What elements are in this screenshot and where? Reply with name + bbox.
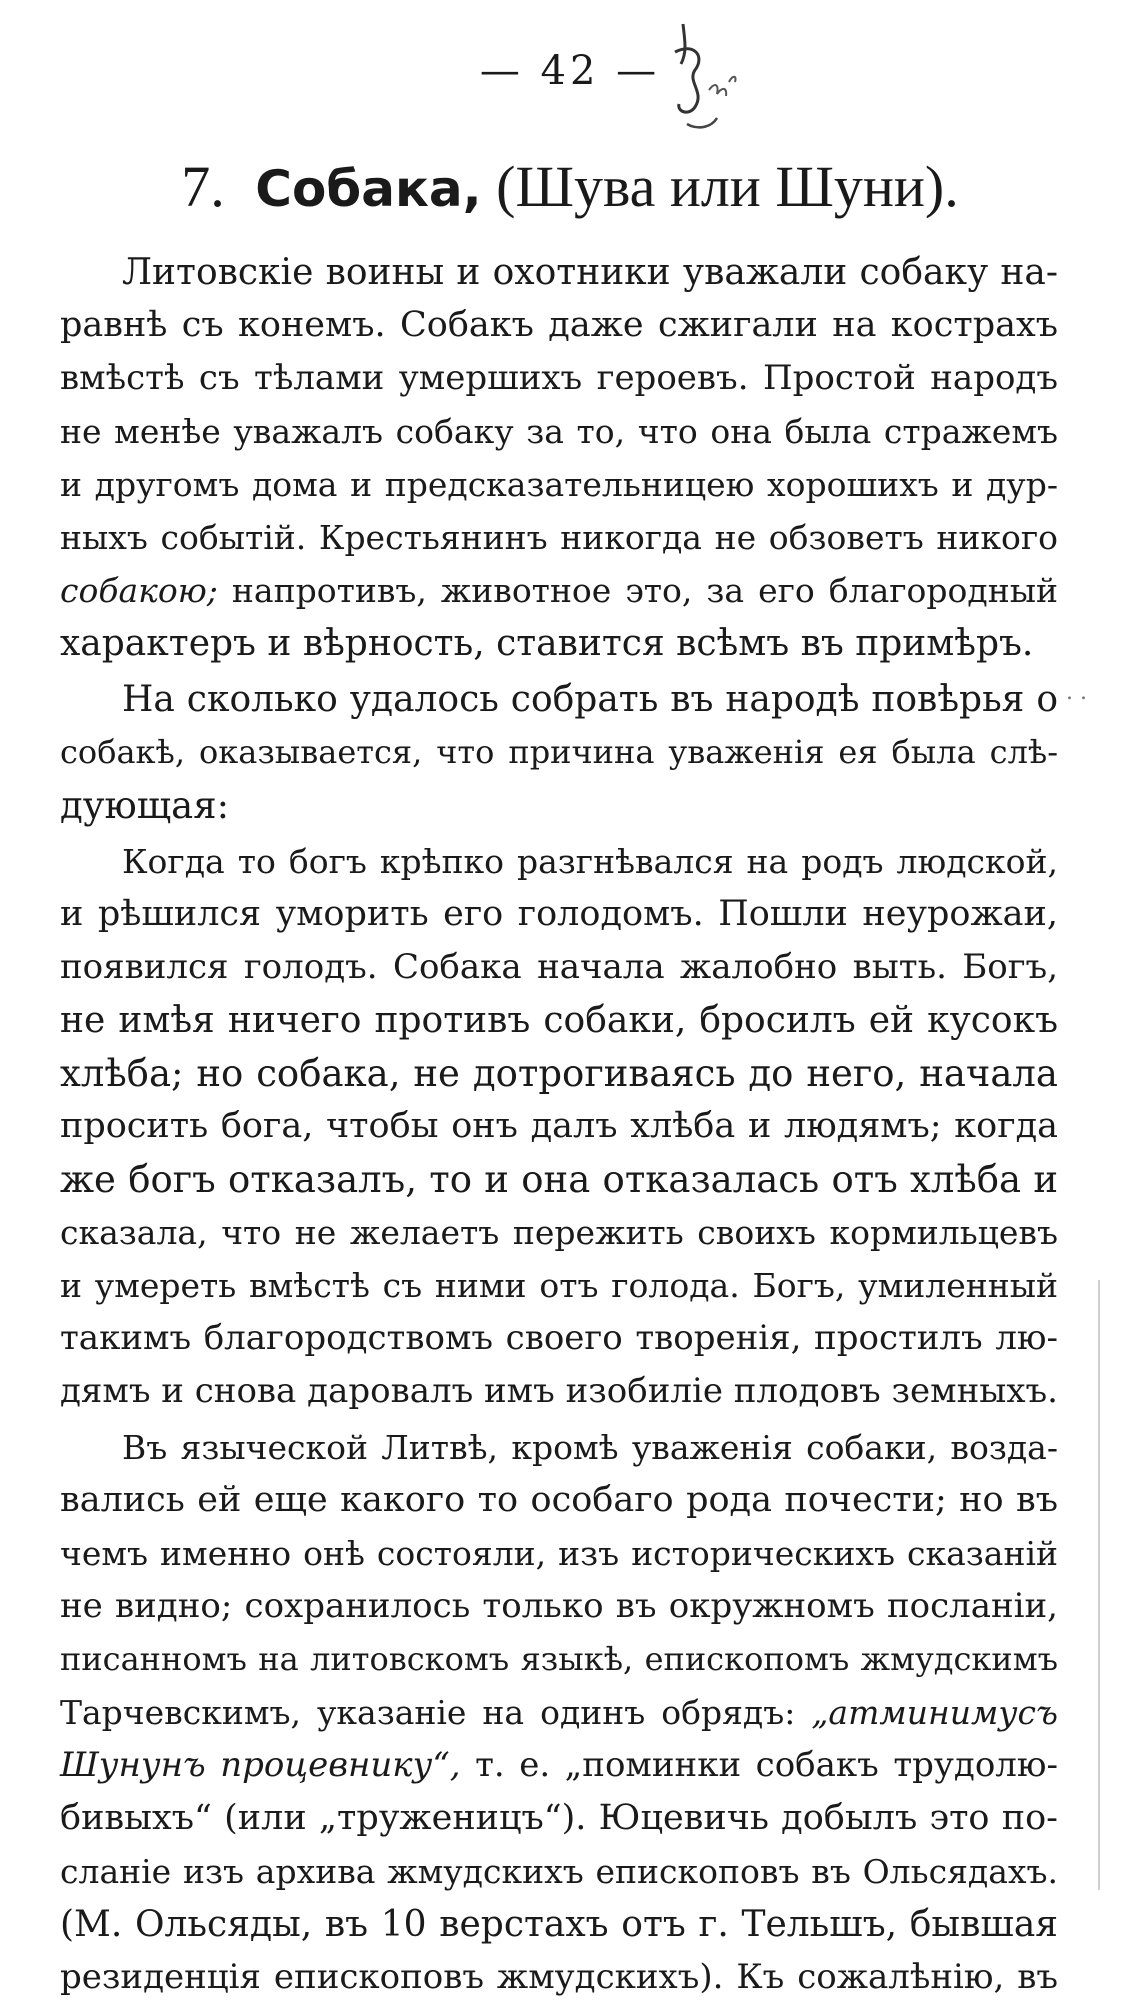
text-line-mixed [60,564,1058,617]
text-line: просить бога, чтобы онъ далъ хлѣба и людямъ; когда [60,1106,1058,1146]
heading-subtitle: (Шува или Шуни). [496,154,959,219]
paragraph-4 [60,1421,1058,2004]
text-line: вмѣстѣ съ тѣлами умершихъ героевъ. Простой народъ [60,358,1058,398]
text-line-rest: т. е. „поминки собакъ трудолю- [475,1745,1058,1785]
page-number: — 42 — [479,48,661,94]
text-line-rest: напротивъ, животное это, за его благородный [231,571,1058,610]
italic-word: собакою; [60,571,218,610]
text-line: дямъ и снова даровалъ имъ изобиліе плодовъ земныхъ. [60,1371,1058,1411]
text-line: хлѣба; но собака, не дотрогиваясь до него, начала [60,1052,1058,1095]
text-line: сказала, что не желаетъ пережить своихъ кормильцевъ [60,1213,1058,1252]
text-line: сланіе изъ архива жмудскихъ епископовъ въ Ольсядахъ. [60,1852,1058,1891]
text-line: чемъ именно онѣ состояли, изъ историческихъ сказаній [60,1534,1058,1573]
text-line: такимъ благородствомъ своего творенія, простилъ лю- [60,1318,1058,1358]
text-line-mixed [60,1686,1058,1739]
page-edge-line [1098,1280,1100,1890]
text-line: и рѣшился уморить его голодомъ. Пошли неурожаи, [60,894,1058,934]
text-line: ныхъ событій. Крестьянинъ никогда не обзоветъ никого [60,518,1058,557]
margin-dots: . . [1066,680,1087,705]
text-line: равнѣ съ конемъ. Собакъ даже сжигали на кострахъ [60,305,1058,345]
handwritten-mark [665,12,775,142]
text-line: На сколько удалось собрать въ народѣ повѣрья о [122,679,1058,720]
section-heading [0,152,1140,224]
text-line: не менѣе уважалъ собаку за то, что она была стражемъ [60,412,1058,451]
text-line: Въ языческой Литвѣ, кромѣ уваженія собаки, возда- [122,1428,1058,1467]
text-line: появился голодъ. Собака начала жалобно выть. Богъ, [60,947,1058,987]
text-line: вались ей еще какого то особаго рода почести; но въ [60,1480,1058,1520]
text-line: и другомъ дома и предсказательницею хорошихъ и дур- [60,465,1058,504]
text-line: же богъ отказалъ, то и она отказалась отъ хлѣба и [60,1158,1058,1201]
text-line-start: Тарчевскимъ, указаніе на одинъ обрядъ: [60,1693,796,1732]
text-line: резиденція епископовъ жмудскихъ). Къ сожалѣнію, въ [60,1957,1058,1997]
text-line: не имѣя ничего противъ собаки, бросилъ ей кусокъ [60,1000,1058,1041]
heading-number: 7. [181,154,225,219]
italic-quote: „атминимусъ [811,1693,1058,1732]
text-line: (М. Ольсяды, въ 10 верстахъ отъ г. Тельшъ, бывшая [60,1904,1058,1945]
text-line: собакѣ, оказывается, что причина уваженія ея была слѣ- [60,733,1058,771]
paragraph-2 [60,673,1058,832]
text-line: Когда то богъ крѣпко разгнѣвался на родъ людской, [122,842,1058,881]
text-line: писанномъ на литовскомъ языкѣ, епископомъ жмудскимъ [60,1640,1058,1678]
paragraph-1 [60,246,1058,670]
heading-title: Собака, [255,160,482,218]
paragraph-3 [60,835,1058,1418]
text-line: не видно; сохранилось только въ окружномъ посланіи, [60,1586,1058,1626]
italic-quote: Шунунъ процевнику“, [60,1745,461,1785]
text-line: бивыхъ“ (или „труженицъ“). Юцевичь добылъ это по- [60,1798,1058,1838]
text-line: дующая: [60,784,230,827]
text-line: характеръ и вѣрность, ставится всѣмъ въ примѣръ. [60,623,1034,664]
text-line: Литовскіе воины и охотники уважали собаку на- [122,252,1058,293]
text-line: и умереть вмѣстѣ съ ними отъ голода. Богъ, умиленный [60,1266,1058,1305]
body-text [60,246,1058,2004]
text-line-mixed [60,1739,1058,1792]
